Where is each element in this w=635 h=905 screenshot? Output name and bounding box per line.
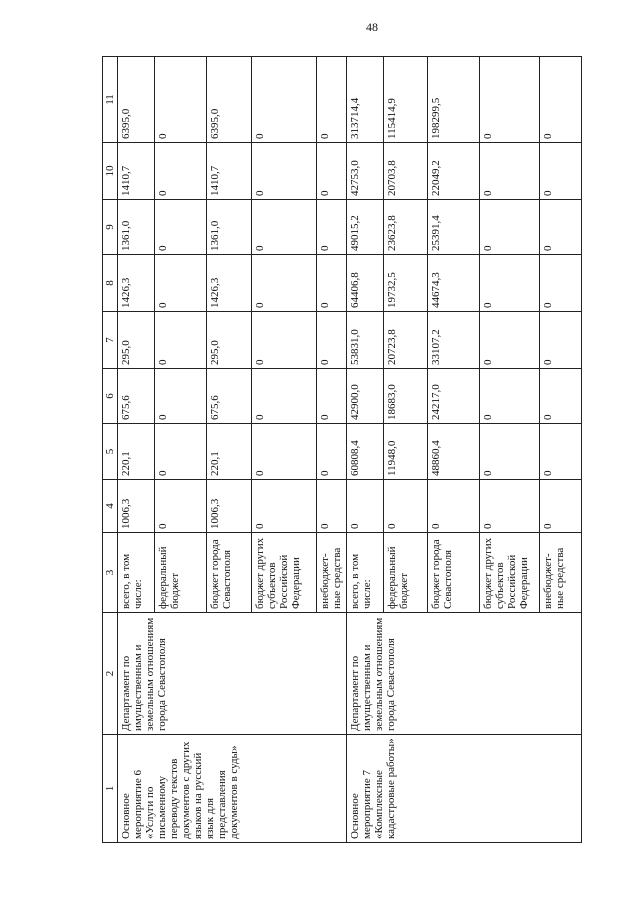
value-cell: 0 (252, 200, 317, 255)
funding-source-cell: всего, в том числе: (346, 533, 383, 613)
value-cell: 1410,7 (118, 143, 155, 200)
value-cell: 1426,3 (207, 255, 252, 312)
measure-name-cell: Основное мероприятие 6 «Услуги по письменному переводу текстов документов с других языков на русский язык для представления документов в суды» (118, 735, 347, 843)
table-row (118, 57, 155, 843)
value-cell: 0 (540, 143, 582, 200)
value-cell: 295,0 (207, 312, 252, 369)
value-cell: 44674,3 (427, 255, 479, 312)
value-cell: 0 (155, 312, 207, 369)
value-cell: 0 (540, 200, 582, 255)
value-cell: 42753,0 (346, 143, 383, 200)
value-cell: 0 (479, 312, 539, 369)
value-cell: 11948,0 (384, 424, 428, 480)
col-header-10: 10 (103, 143, 118, 200)
table-row (346, 57, 383, 843)
value-cell: 0 (540, 369, 582, 424)
value-cell: 220,1 (118, 424, 155, 480)
measure-name-cell: Основное мероприятие 7 «Комплексные кадастровые работы» (346, 735, 581, 843)
value-cell: 0 (384, 480, 428, 533)
value-cell: 115414,9 (384, 57, 428, 143)
value-cell: 0 (252, 57, 317, 143)
value-cell: 0 (479, 57, 539, 143)
value-cell: 60808,4 (346, 424, 383, 480)
value-cell: 0 (155, 480, 207, 533)
funding-source-cell: внебюджет-ные средства (540, 533, 582, 613)
value-cell: 0 (316, 312, 346, 369)
value-cell: 22049,2 (427, 143, 479, 200)
value-cell: 0 (540, 255, 582, 312)
value-cell: 0 (316, 369, 346, 424)
value-cell: 0 (479, 369, 539, 424)
col-header-11: 11 (103, 57, 118, 143)
col-header-4: 4 (103, 480, 118, 533)
value-cell: 675,6 (207, 369, 252, 424)
funding-source-cell: бюджет других субъектов Российской Федерации (252, 533, 317, 613)
value-cell: 42900,0 (346, 369, 383, 424)
value-cell: 0 (316, 480, 346, 533)
value-cell: 0 (540, 480, 582, 533)
col-header-5: 5 (103, 424, 118, 480)
value-cell: 1410,7 (207, 143, 252, 200)
col-header-9: 9 (103, 200, 118, 255)
value-cell: 0 (479, 200, 539, 255)
value-cell: 19732,5 (384, 255, 428, 312)
col-header-1: 1 (103, 735, 118, 843)
col-header-2: 2 (103, 613, 118, 735)
col-header-7: 7 (103, 312, 118, 369)
value-cell: 25391,4 (427, 200, 479, 255)
value-cell: 0 (155, 255, 207, 312)
value-cell: 48860,4 (427, 424, 479, 480)
value-cell: 33107,2 (427, 312, 479, 369)
value-cell: 675,6 (118, 369, 155, 424)
value-cell: 1426,3 (118, 255, 155, 312)
value-cell: 0 (155, 57, 207, 143)
value-cell: 20723,8 (384, 312, 428, 369)
value-cell: 0 (540, 57, 582, 143)
value-cell: 53831,0 (346, 312, 383, 369)
value-cell: 0 (316, 255, 346, 312)
value-cell: 0 (252, 143, 317, 200)
funding-source-cell: бюджет города Севастополя (427, 533, 479, 613)
value-cell: 6395,0 (118, 57, 155, 143)
value-cell: 313714,4 (346, 57, 383, 143)
value-cell: 0 (479, 480, 539, 533)
value-cell: 0 (155, 143, 207, 200)
header-row (103, 57, 118, 843)
value-cell: 0 (316, 143, 346, 200)
funding-source-cell: бюджет города Севастополя (207, 533, 252, 613)
value-cell: 49015,2 (346, 200, 383, 255)
value-cell: 0 (155, 424, 207, 480)
value-cell: 0 (479, 424, 539, 480)
value-cell: 0 (252, 480, 317, 533)
funding-source-cell: федеральный бюджет (155, 533, 207, 613)
value-cell: 64406,8 (346, 255, 383, 312)
col-header-6: 6 (103, 369, 118, 424)
budget-table (102, 56, 582, 843)
col-header-8: 8 (103, 255, 118, 312)
value-cell: 0 (540, 424, 582, 480)
value-cell: 1006,3 (207, 480, 252, 533)
table-region (102, 57, 582, 843)
funding-source-cell: внебюджет-ные средства (316, 533, 346, 613)
value-cell: 0 (252, 312, 317, 369)
value-cell: 0 (155, 200, 207, 255)
value-cell: 0 (252, 255, 317, 312)
value-cell: 0 (155, 369, 207, 424)
value-cell: 18683,0 (384, 369, 428, 424)
executor-cell: Департамент по имущественным и земельным отношениям города Севастополя (118, 613, 347, 735)
value-cell: 6395,0 (207, 57, 252, 143)
funding-source-cell: федеральный бюджет (384, 533, 428, 613)
value-cell: 23623,8 (384, 200, 428, 255)
col-header-3: 3 (103, 533, 118, 613)
value-cell: 198299,5 (427, 57, 479, 143)
value-cell: 0 (540, 312, 582, 369)
value-cell: 1361,0 (207, 200, 252, 255)
funding-source-cell: бюджет других субъектов Российской Федерации (479, 533, 539, 613)
value-cell: 0 (252, 369, 317, 424)
value-cell: 0 (346, 480, 383, 533)
value-cell: 1006,3 (118, 480, 155, 533)
value-cell: 0 (252, 424, 317, 480)
value-cell: 20703,8 (384, 143, 428, 200)
value-cell: 0 (479, 255, 539, 312)
value-cell: 0 (479, 143, 539, 200)
value-cell: 0 (427, 480, 479, 533)
funding-source-cell: всего, в том числе: (118, 533, 155, 613)
value-cell: 295,0 (118, 312, 155, 369)
value-cell: 220,1 (207, 424, 252, 480)
value-cell: 0 (316, 57, 346, 143)
value-cell: 1361,0 (118, 200, 155, 255)
executor-cell: Департамент по имущественным и земельным отношениям города Севастополя (346, 613, 581, 735)
value-cell: 0 (316, 424, 346, 480)
page-number: 48 (366, 20, 378, 34)
value-cell: 0 (316, 200, 346, 255)
value-cell: 24217,0 (427, 369, 479, 424)
